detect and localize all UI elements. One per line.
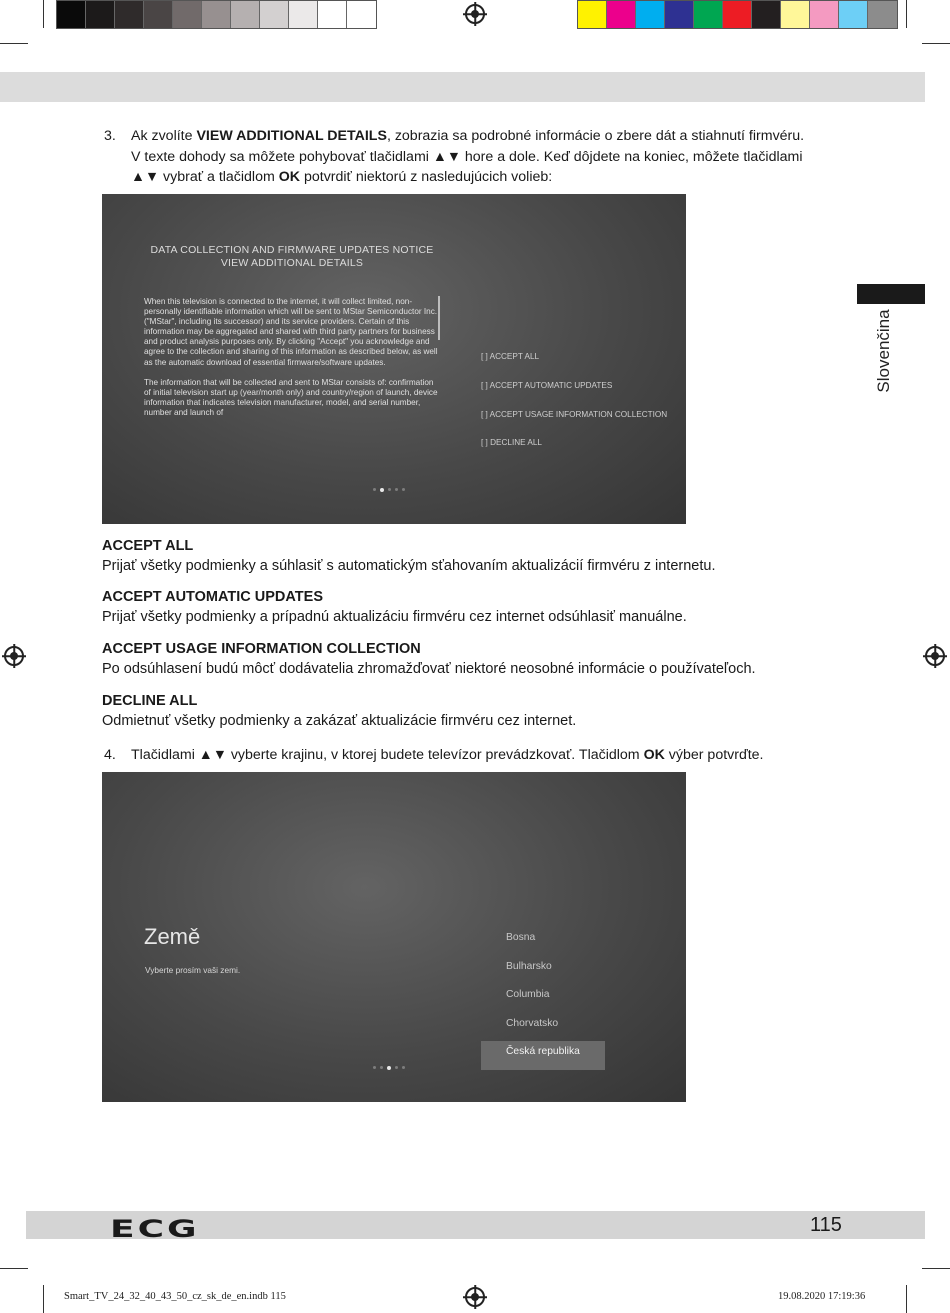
page-dot [387, 1066, 391, 1070]
color-swatch [289, 1, 318, 28]
option-accept-all: ACCEPT ALL Prijať všetky podmienky a súhlasiť s automatickým sťahovaním aktualizácií firmvéru z internetu. [102, 538, 716, 574]
option-accept-automatic-updates: ACCEPT AUTOMATIC UPDATES Prijať všetky podmienky a prípadnú aktualizáciu firmvéru cez internet odsúhlasiť manuálne. [102, 589, 687, 625]
page-dot [373, 488, 376, 491]
color-swatch [752, 1, 781, 28]
scrollbar[interactable] [438, 296, 440, 340]
notice-body-text: When this television is connected to the internet, it will collect limited, non-personally identifiable information which will be sent to MStar Semiconductor Inc. ("MStar", including its successor) and its service providers. Certain of this information may be aggregated and shared with third party partners for business and product analysis purposes only. By clicking "Accept" you acknowledge and agree to the collection and sharing of this information as described below, as well as the automatic download of essential firmware/software updates. The information that will be collected and sent to MStar consists of: confirmation of initial television start up (year/month only) and country/region of launch, device information that indicates television manufacturer, model, and serial number, number and launch of [144, 297, 438, 418]
crop-mark [906, 1285, 907, 1313]
notice-option[interactable]: [ ] ACCEPT USAGE INFORMATION COLLECTION [481, 409, 668, 419]
color-swatch [723, 1, 752, 28]
option-accept-usage-information: ACCEPT USAGE INFORMATION COLLECTION Po odsúhlasení budú môcť dodávatelia zhromažďovať niektoré neosobné informácie o používateľoch. [102, 641, 756, 677]
page-dot [402, 488, 405, 491]
page-dot [373, 1066, 376, 1069]
color-swatch [202, 1, 231, 28]
country-list-item[interactable]: Bosna [506, 932, 536, 943]
language-tab-label: Slovenčina [874, 309, 893, 393]
crop-mark [906, 0, 907, 28]
color-swatch [260, 1, 289, 28]
page-dot [380, 488, 384, 492]
step-3-paragraph: 3. Ak zvolíte VIEW ADDITIONAL DETAILS, zobrazia sa podrobné informácie o zbere dát a stiahnutí firmvéru. V texte dohody sa môžete pohybovať tlačidlami ▲▼ hore a dole. Keď dôjdete na koniec, môžete tlačidlami ▲▼ vybrať a tlačidlom OK potvrdiť niektorú z nasledujúcich volieb: [104, 128, 805, 185]
registration-mark-icon [4, 646, 24, 666]
country-screen-subtitle: Vyberte prosím vaši zemi. [145, 965, 241, 975]
color-swatch [839, 1, 868, 28]
color-swatch [868, 1, 897, 28]
color-swatch [173, 1, 202, 28]
step-number: 3. [104, 128, 116, 144]
tv-screenshot-data-notice [102, 194, 686, 524]
notice-option[interactable]: [ ] DECLINE ALL [481, 438, 542, 448]
color-swatch [781, 1, 810, 28]
notice-option[interactable]: [ ] ACCEPT ALL [481, 352, 540, 361]
country-screen-title: Země [144, 924, 201, 949]
country-list-item[interactable]: Bulharsko [506, 960, 552, 972]
page-dot [402, 1066, 405, 1069]
page-dot [380, 1066, 383, 1069]
gray-color-bar [56, 0, 377, 29]
ecg-logo: ECG [110, 1215, 200, 1243]
page-number: 115 [810, 1214, 842, 1236]
color-swatch [694, 1, 723, 28]
color-swatch [810, 1, 839, 28]
option-decline-all: DECLINE ALL Odmietnuť všetky podmienky a zakázať aktualizácie firmvéru cez internet. [102, 693, 577, 729]
color-swatch [607, 1, 636, 28]
color-swatch [231, 1, 260, 28]
page-dot [395, 488, 398, 491]
notice-title: DATA COLLECTION AND FIRMWARE UPDATES NOTICE VIEW ADDITIONAL DETAILS [150, 244, 434, 269]
color-swatch [665, 1, 694, 28]
notice-options-list [481, 352, 667, 467]
registration-mark-icon [925, 646, 945, 666]
step-number: 4. [104, 747, 116, 763]
color-swatch [578, 1, 607, 28]
registration-mark-icon [465, 4, 485, 24]
page-indicator [373, 488, 405, 492]
print-timestamp: 19.08.2020 17:19:36 [778, 1291, 866, 1302]
process-color-bar [577, 0, 898, 29]
language-tab-marker [857, 284, 925, 304]
step-4-paragraph: 4. Tlačidlami ▲▼ vyberte krajinu, v ktorej budete televízor prevádzkovať. Tlačidlom OK výber potvrďte. [104, 745, 864, 766]
color-swatch [347, 1, 376, 28]
color-swatch [57, 1, 86, 28]
page-dot [388, 488, 391, 491]
crop-mark [43, 0, 44, 28]
country-list [481, 927, 605, 1070]
page-dot [395, 1066, 398, 1069]
crop-mark [0, 1268, 28, 1269]
tv-screenshot-country-select [102, 772, 686, 1102]
color-swatch [144, 1, 173, 28]
registration-mark-icon [465, 1287, 485, 1307]
country-list-item[interactable]: Chorvatsko [506, 1017, 559, 1029]
file-slug: Smart_TV_24_32_40_43_50_cz_sk_de_en.indb 115 [64, 1291, 286, 1302]
color-swatch [636, 1, 665, 28]
color-swatch [86, 1, 115, 28]
crop-mark [0, 43, 28, 44]
page-indicator [373, 1066, 405, 1070]
header-band [0, 72, 925, 102]
crop-mark [922, 1268, 950, 1269]
country-list-item[interactable]: Columbia [506, 989, 550, 1001]
notice-option[interactable]: [ ] ACCEPT AUTOMATIC UPDATES [481, 380, 613, 390]
color-swatch [115, 1, 144, 28]
crop-mark [43, 1285, 44, 1313]
crop-mark [922, 43, 950, 44]
color-swatch [318, 1, 347, 28]
country-list-item[interactable]: Česká republika [481, 1041, 605, 1070]
